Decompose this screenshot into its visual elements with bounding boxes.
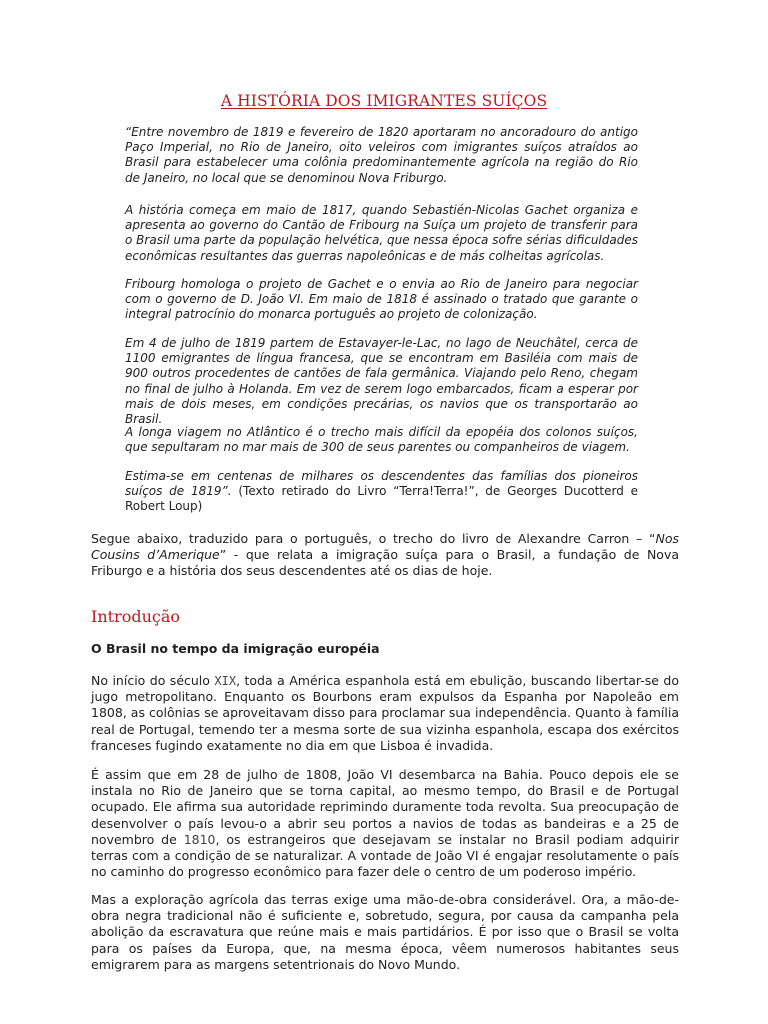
intro-after: ” - que relata a imigração suíça para o Brasil, a fundação de Nova Friburgo e a história dos seus descendentes até os dias de hoje. <box>91 547 680 579</box>
quote-paragraph: A história começa em maio de 1817, quando Sebastién-Nicolas Gachet organiza e apresenta ao governo do Cantão de Fribourg na Suíça um projeto de transferir para o Brasil uma parte da população helvética, que nessa época sofre sérias dificuldades econômicas resultantes das guerras napoleônicas e de más colheitas agrícolas. <box>125 203 638 263</box>
quote-credit: (Texto retirado do Livro “Terra!Terra!”, de Georges Ducotterd e Robert Loup) <box>125 484 638 514</box>
year-1810: 1810 <box>183 831 216 847</box>
p2-start: É assim que em 28 de julho de 1808, João VI desembarca na Bahia. Pouco depois ele se instala no Rio de Janeiro que se torna capital, ao mesmo tempo, do Brasil e de Portugal ocupado. Ele afirma sua autoridade reprimindo duramente toda revolta. Sua preocupação de desenvolver o país levou-o a abrir seu portos a navios de todas as bandeiras e a 25 de novembro de <box>91 767 679 847</box>
quote-paragraph: “Entre novembro de 1819 e fevereiro de 1820 aportaram no ancoradouro do antigo Paço Imperial, no Rio de Janeiro, oito veleiros com imigrantes suíços atraídos ao Brasil para estabelecer uma colônia predominantemente agrícola na região do Rio de Janeiro, no local que se denominou Nova Friburgo. <box>125 125 638 185</box>
quote-paragraph-last <box>125 469 638 515</box>
p1-start: No início do século <box>91 673 215 688</box>
body-paragraph-1 <box>91 673 679 754</box>
quote-paragraph: A longa viagem no Atlântico é o trecho mais difícil da epopéia dos colonos suíços, que sepultaram no mar mais de 300 de seus parentes ou companheiros de viagem. <box>125 425 638 455</box>
p1-end: , toda a América espanhola está em ebulição, buscando libertar-se do jugo metropolitano. Enquanto os Bourbons eram expulsos da Espanha por Napoleão em 1808, as colônias se aproveitavam disso para proclamar sua independência. Quanto à família real de Portugal, temendo ter a mesma sorte de sua vizinha espanhola, escapa dos exércitos franceses fugindo exatamente no dia em que Lisboa é invadida. <box>91 673 679 753</box>
quote-paragraph: Fribourg homologa o projeto de Gachet e o envia ao Rio de Janeiro para negociar com o governo de D. João VI. Em maio de 1818 é assinado o tratado que garante o integral patrocínio do monarca português ao projeto de colonização. <box>125 277 638 322</box>
body-paragraph-2 <box>91 767 679 880</box>
p2-end: , os estrangeiros que desejavam se instalar no Brasil podiam adquirir terras com a condição de se naturalizar. A vontade de João VI é engajar resolutamente o país no caminho do progresso econômico para fazer dele o centro de um poderoso império. <box>91 831 680 880</box>
quote-text: Estima-se em centenas de milhares os descendentes das famílias dos pioneiros suíços de 1819”. <box>125 469 638 499</box>
intro-paragraph <box>91 531 679 580</box>
book-title: Nos Cousins d’Amerique <box>91 531 679 563</box>
body-paragraph-3: Mas a exploração agrícola das terras exige uma mão-de-obra considerável. Ora, a mão-de-obra negra tradicional não é suficiente e, sobretudo, segura, por causa da campanha pela abolição da escravatura que reúne mais e mais partidários. É por isso que o Brasil se volta para os países da Europa, que, na mesma época, vêem numerosos habitantes seus emigrarem para as margens setentrionais do Novo Mundo. <box>91 892 679 972</box>
quote-paragraph: Em 4 de julho de 1819 partem de Estavayer-le-Lac, no lago de Neuchâtel, cerca de 1100 emigrantes de língua francesa, que se encontram em Basiléia com mais de 900 outros procedentes de cantões de fala germânica. Viajando pelo Reno, chegam no final de julho à Holanda. Em vez de serem logo embarcados, ficam a esperar por mais de dois meses, em condições precárias, os navios que os transportarão ao Brasil. <box>125 336 638 427</box>
subheading: O Brasil no tempo da imigração européia <box>91 641 380 656</box>
section-heading: Introdução <box>91 607 181 626</box>
document-title: A HISTÓRIA DOS IMIGRANTES SUÍÇOS <box>220 92 548 110</box>
century-numeral: XIX <box>214 674 237 688</box>
intro-before: Segue abaixo, traduzido para o português, o trecho do livro de Alexandre Carron – “ <box>91 531 656 546</box>
